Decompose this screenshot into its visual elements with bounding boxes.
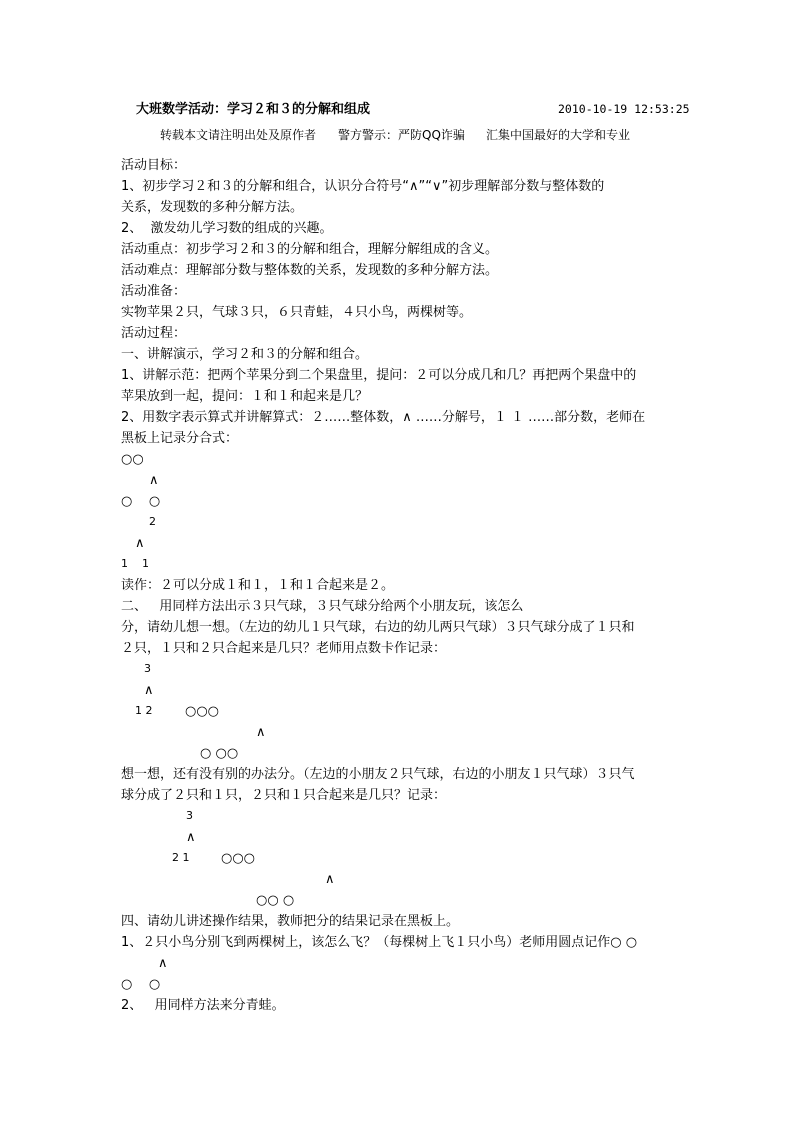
- text-line: 活动过程：: [121, 326, 187, 341]
- text-line: 黑板上记录分合式：: [121, 431, 239, 446]
- text-line: 1、２只小鸟分别飞到两棵树上，该怎么飞？（每棵树上飞１只小鸟）老师用圆点记作○ ○: [121, 935, 638, 950]
- circle-diagram-bottom: ○ ○: [121, 977, 161, 992]
- circle-diagram-top: ○○○: [221, 851, 256, 866]
- document-title: 大班数学活动：学习２和３的分解和组成: [136, 102, 371, 117]
- text-line: 1、初步学习２和３的分解和组合，认识分合符号“∧”“∨”初步理解部分数与整体数的: [121, 179, 605, 194]
- text-line: 活动目标：: [121, 158, 187, 173]
- circle-diagram-bottom: ○○ ○: [256, 893, 295, 908]
- text-line: 2、 用同样方法来分青蛙。: [121, 998, 285, 1013]
- text-line: 球分成了２只和１只，２只和１只合起来是几只？记录：: [121, 788, 447, 803]
- text-line: 读作：２可以分成１和１，１和１合起来是２。: [121, 578, 395, 593]
- text-line: 四、请幼儿讲述操作结果，教师把分的结果记录在黑板上。: [121, 914, 460, 929]
- circle-diagram-top: ○○○: [185, 704, 220, 719]
- split-sign: ∧: [158, 956, 168, 971]
- university-note: 汇集中国最好的大学和专业: [486, 128, 631, 142]
- text-line: 活动重点：初步学习２和３的分解和组合，理解分解组成的含义。: [121, 242, 499, 257]
- number-diagram-top: 3: [144, 662, 151, 675]
- number-diagram-bottom: 2 1: [172, 851, 190, 864]
- split-sign: ∧: [149, 473, 159, 488]
- repost-notice: 转载本文请注明出处及原作者: [160, 128, 317, 142]
- text-line: 活动难点：理解部分数与整体数的关系，发现数的多种分解方法。: [121, 263, 499, 278]
- timestamp: 2010-10-19 12:53:25: [558, 102, 690, 116]
- text-line: 2、用数字表示算式并讲解算式：２……整体数，∧ ……分解号，１ １ ……部分数，老师在: [121, 410, 646, 425]
- split-sign: ∧: [186, 830, 196, 845]
- police-warning: 警方警示：严防QQ诈骗: [338, 128, 465, 142]
- text-line: 2、 激发幼儿学习数的组成的兴趣。: [121, 221, 333, 236]
- split-sign: ∧: [135, 536, 145, 551]
- text-line: 活动准备：: [121, 284, 187, 299]
- text-line: 苹果放到一起，提问：１和１和起来是几？: [121, 389, 369, 404]
- text-line: 一、讲解演示，学习２和３的分解和组合。: [121, 347, 369, 362]
- text-line: 实物苹果２只，气球３只，６只青蛙，４只小鸟，两棵树等。: [121, 305, 473, 320]
- number-diagram-top: 2: [149, 515, 156, 528]
- text-line: 关系，发现数的多种分解方法。: [121, 200, 304, 215]
- number-diagram-top: 3: [186, 809, 193, 822]
- circle-diagram-bottom: ○ ○: [121, 494, 161, 509]
- split-sign: ∧: [144, 683, 154, 698]
- circle-diagram-bottom: ○ ○○: [200, 746, 239, 761]
- text-line: 1、讲解示范：把两个苹果分到二个果盘里，提问：２可以分成几和几？再把两个果盘中的: [121, 368, 637, 383]
- circle-diagram-top: ○○: [121, 452, 144, 467]
- text-line: 想一想，还有没有别的办法分。（左边的小朋友２只气球，右边的小朋友１只气球）３只气: [121, 767, 635, 782]
- text-line: 分，请幼儿想一想。（左边的幼儿１只气球，右边的幼儿两只气球）３只气球分成了１只和: [121, 620, 635, 635]
- text-line: ２只，１只和２只合起来是几只？老师用点数卡作记录：: [121, 641, 447, 656]
- text-line: 二、 用同样方法出示３只气球，３只气球分给两个小朋友玩，该怎么: [121, 599, 524, 614]
- split-sign: ∧: [325, 872, 335, 887]
- number-diagram-bottom: 1 1: [121, 557, 149, 570]
- number-diagram-bottom: 1 2: [135, 704, 153, 717]
- split-sign: ∧: [256, 725, 266, 740]
